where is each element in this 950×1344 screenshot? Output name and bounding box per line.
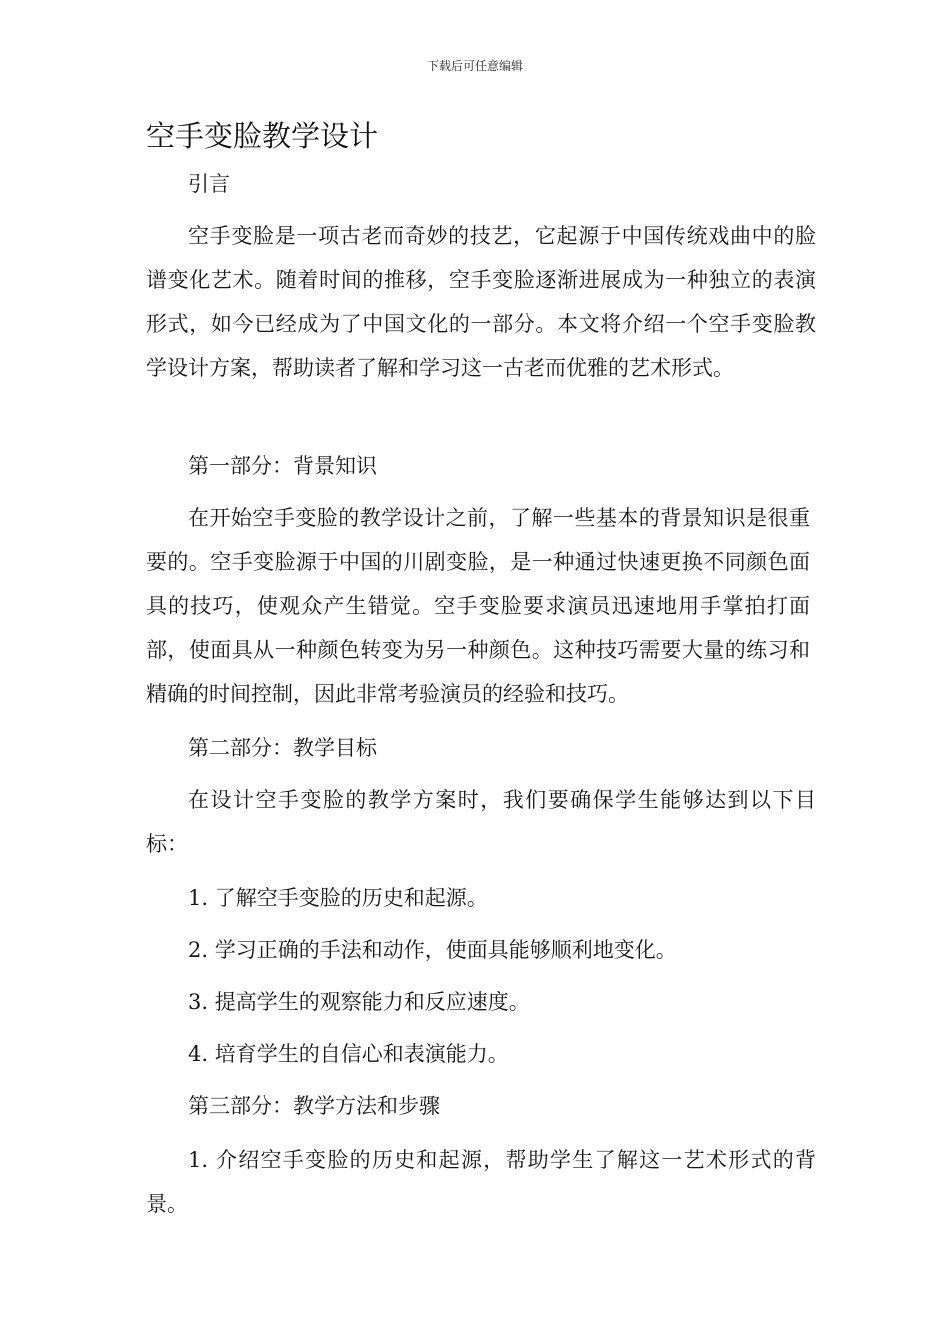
document-title: 空手变脸教学设计 bbox=[146, 119, 379, 153]
goal-item-2: 2. 学习正确的手法和动作，使面具能够顺利地变化。 bbox=[188, 938, 677, 962]
goal-item-1: 1. 了解空手变脸的历史和起源。 bbox=[188, 886, 488, 910]
goal-item-4: 4. 培育学生的自信心和表演能力。 bbox=[188, 1042, 509, 1066]
background-paragraph: 在开始空手变脸的教学设计之前，了解一些基本的背景知识是很重要的。空手变脸源于中国的川剧变脸，是一种通过快速更换不同颜色面具的技巧，使观众产生错觉。空手变脸要求演员迅速地用手掌拍打面部，使面具从一种颜色转变为另一种颜色。这种技巧需要大量的练习和精确的时间控制，因此非常考验演员的经验和技巧。 bbox=[146, 506, 810, 706]
section-heading-part3: 第三部分：教学方法和步骤 bbox=[188, 1094, 440, 1118]
section-heading-part2: 第二部分：教学目标 bbox=[188, 736, 377, 760]
page-header-note: 下载后可任意编辑 bbox=[426, 59, 523, 73]
method-step-1: 1. 介绍空手变脸的历史和起源，帮助学生了解这一艺术形式的背景。 bbox=[146, 1148, 816, 1216]
goals-intro-paragraph: 在设计空手变脸的教学方案时，我们要确保学生能够达到以下目标： bbox=[146, 788, 816, 856]
goal-item-3: 3. 提高学生的观察能力和反应速度。 bbox=[188, 990, 530, 1014]
intro-paragraph: 空手变脸是一项古老而奇妙的技艺，它起源于中国传统戏曲中的脸谱变化艺术。随着时间的推移，空手变脸逐渐进展成为一种独立的表演形式，如今已经成为了中国文化的一部分。本文将介绍一个空手变脸教学设计方案，帮助读者了解和学习这一古老而优雅的艺术形式。 bbox=[146, 224, 816, 380]
section-heading-part1: 第一部分：背景知识 bbox=[188, 454, 377, 478]
section-heading-intro: 引言 bbox=[188, 172, 230, 196]
